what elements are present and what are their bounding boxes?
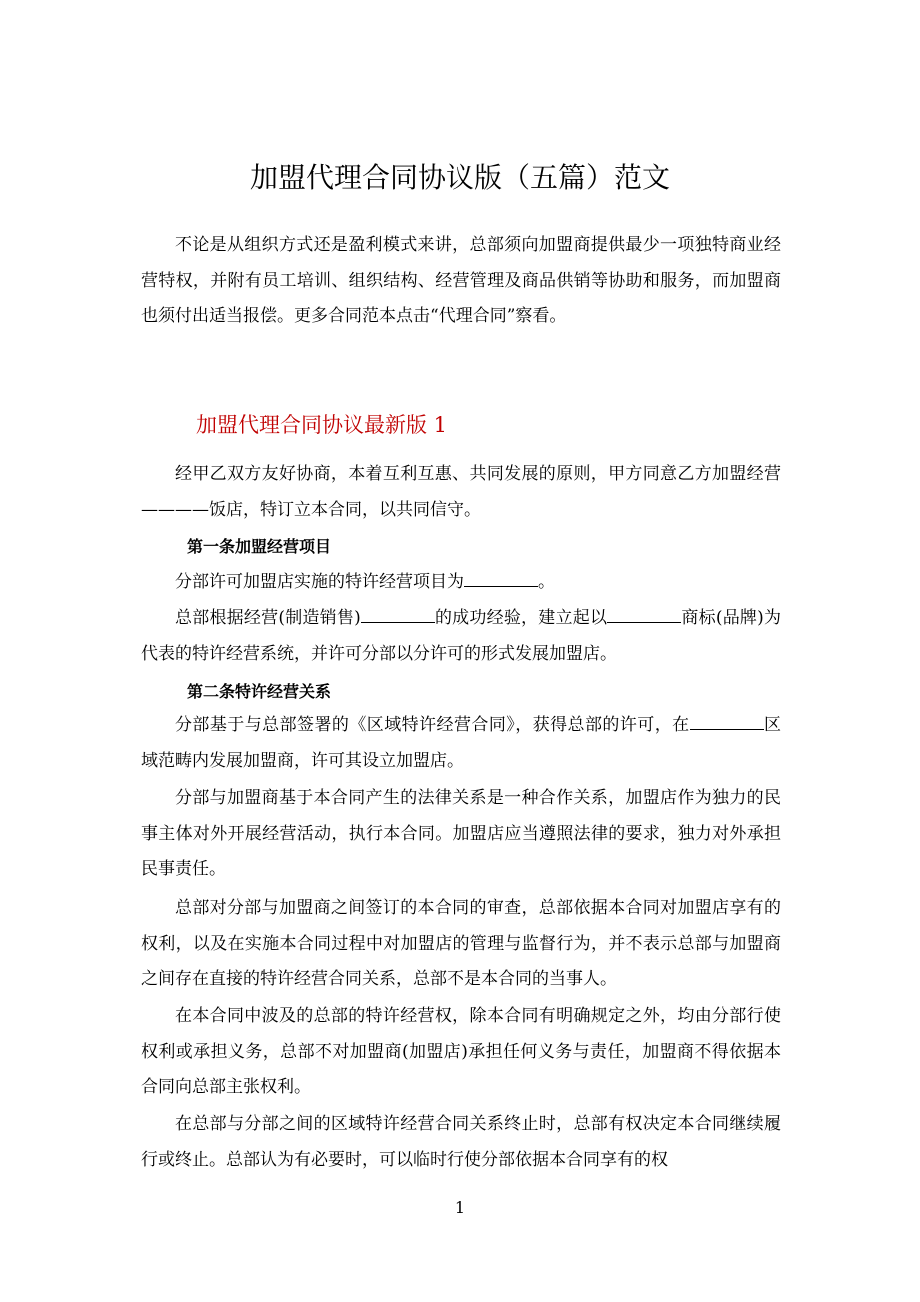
blank-line [690,713,764,730]
paragraph-text: 的成功经验，建立起以 [434,608,608,628]
paragraph-text: 总部根据经营(制造销售) [175,608,361,628]
paragraph-project [141,565,781,601]
section-heading: 加盟代理合同协议最新版 1 [196,413,448,437]
paragraph-relationship: 分部与加盟商基于本合同产生的法律关系是一种合作关系，加盟店作为独力的民事主体对外开展经营活动，执行本合同。加盟店应当遵照法律的要求，独力对外承担民事责任。 [141,788,781,879]
article-heading-2: 第二条特许经营关系 [187,682,332,701]
paragraph-text: 商标(品牌)为代表的特许经营系统，并许可分部以分许可的形式发展加盟店。 [141,608,781,664]
paragraph-text: 分部基于与总部签署的《区域特许经营合同》，获得总部的许可，在 [175,715,690,735]
page-number: 1 [454,1198,466,1217]
paragraph-text: 。 [538,572,555,592]
paragraph-region [141,708,781,779]
intro-paragraph: 不论是从组织方式还是盈利模式来讲，总部须向加盟商提供最少一项独特商业经营特权，并附有员工培训、组织结构、经营管理及商品供销等协助和服务，而加盟商也须付出适当报偿。更多合同范本点击“代理合同”察看。 [141,235,781,326]
document-title: 加盟代理合同协议版（五篇）范文 [249,161,670,194]
paragraph-brand [141,601,781,672]
blank-line [361,606,435,623]
paragraph-text: 区域范畴内发展加盟商，许可其设立加盟店。 [141,715,782,771]
blank-line [607,606,681,623]
blank-line [464,570,538,587]
article-heading-1: 第一条加盟经营项目 [187,537,332,556]
paragraph-preamble: 经甲乙双方友好协商，本着互利互惠、共同发展的原则，甲方同意乙方加盟经营————饭店，特订立本合同，以共同信守。 [141,464,781,520]
paragraph-termination: 在总部与分部之间的区域特许经营合同关系终止时，总部有权决定本合同继续履行或终止。总部认为有必要时，可以临时行使分部依据本合同享有的权 [141,1114,781,1170]
paragraph-rights: 在本合同中波及的总部的特许经营权，除本合同有明确规定之外，均由分部行使权利或承担义务，总部不对加盟商(加盟店)承担任何义务与责任，加盟商不得依据本合同向总部主张权利。 [141,1006,781,1097]
paragraph-text: 分部许可加盟店实施的特许经营项目为 [175,572,464,592]
paragraph-review: 总部对分部与加盟商之间签订的本合同的审查，总部依据本合同对加盟店享有的权利，以及在实施本合同过程中对加盟店的管理与监督行为，并不表示总部与加盟商之间存在直接的特许经营合同关系，总部不是本合同的当事人。 [141,898,781,989]
